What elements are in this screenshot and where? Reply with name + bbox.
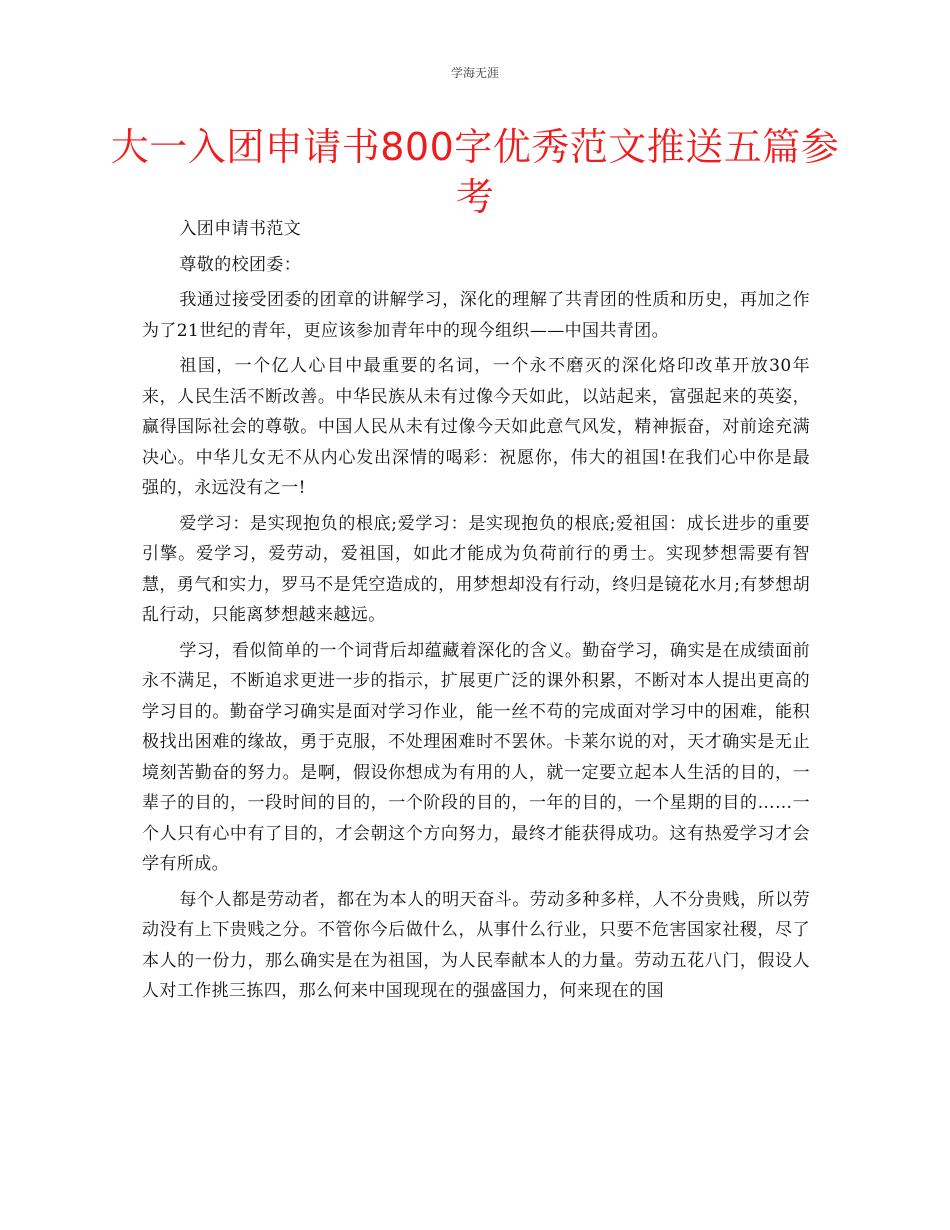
paragraph: 每个人都是劳动者，都在为本人的明天奋斗。劳动多种多样，人不分贵贱，所以劳动没有上下贵贱之分。不管你今后做什么，从事什么行业，只要不危害国家社稷，尽了本人的一份力，那么确实是在为祖国，为人民奉献本人的力量。劳动五花八门，假设人人对工作挑三拣四，那么何来中国现现在的强盛国力，何来现在的国: [142, 889, 810, 1001]
paragraph: 学习，看似简单的一个词背后却蕴藏着深化的含义。勤奋学习，确实是在成绩面前永不满足，不断追求更进一步的指示，扩展更广泛的课外积累，不断对本人提出更高的学习目的。勤奋学习确实是面对学习作业，能一丝不苟的完成面对学习中的困难，能积极找出困难的缘故，勇于克服，不处理困难时不罢休。卡莱尔说的对，天才确实是无止境刻苦勤奋的努力。是啊，假设你想成为有用的人，就一定要立起本人生活的目的，一辈子的目的，一段时间的目的，一个阶段的目的，一年的目的，一个星期的目的……一个人只有心中有了目的，才会朝这个方向努力，最终才能获得成功。这有热爱学习才会学有所成。: [142, 640, 810, 874]
paragraph-salutation: 尊敬的校团委：: [179, 254, 302, 275]
paragraph-subtitle: 入团申请书范文: [179, 219, 302, 239]
paragraph: 祖国，一个亿人心目中最重要的名词，一个永不磨灭的深化烙印改革开放30年来，人民生活不断改善。中华民族从未有过像今天如此，以站起来，富强起来的英姿，赢得国际社会的尊敬。中国人民从未有过像今天如此意气风发，精神振奋，对前途充满决心。中华儿女无不从内心发出深情的喝彩：祝愿你，伟大的祖国!在我们心中你是最强的，永远没有之一!: [142, 356, 810, 498]
paragraph: 我通过接受团委的团章的讲解学习，深化的理解了共青团的性质和历史，再加之作为了21世纪的青年，更应该参加青年中的现今组织——中国共青团。: [142, 290, 810, 341]
page-header: 学海无涯: [450, 66, 499, 80]
document-body: [142, 214, 810, 1012]
paragraph: 爱学习：是实现抱负的根底;爱学习：是实现抱负的根底;爱祖国：成长进步的重要引擎。爱学习，爱劳动，爱祖国，如此才能成为负荷前行的勇士。实现梦想需要有智慧，勇气和实力，罗马不是凭空造成的，用梦想却没有行动，终归是镜花水月;有梦想胡乱行动，只能离梦想越来越远。: [142, 513, 810, 625]
document-title: 大一入团申请书800字优秀范文推送五篇参考: [110, 125, 840, 219]
